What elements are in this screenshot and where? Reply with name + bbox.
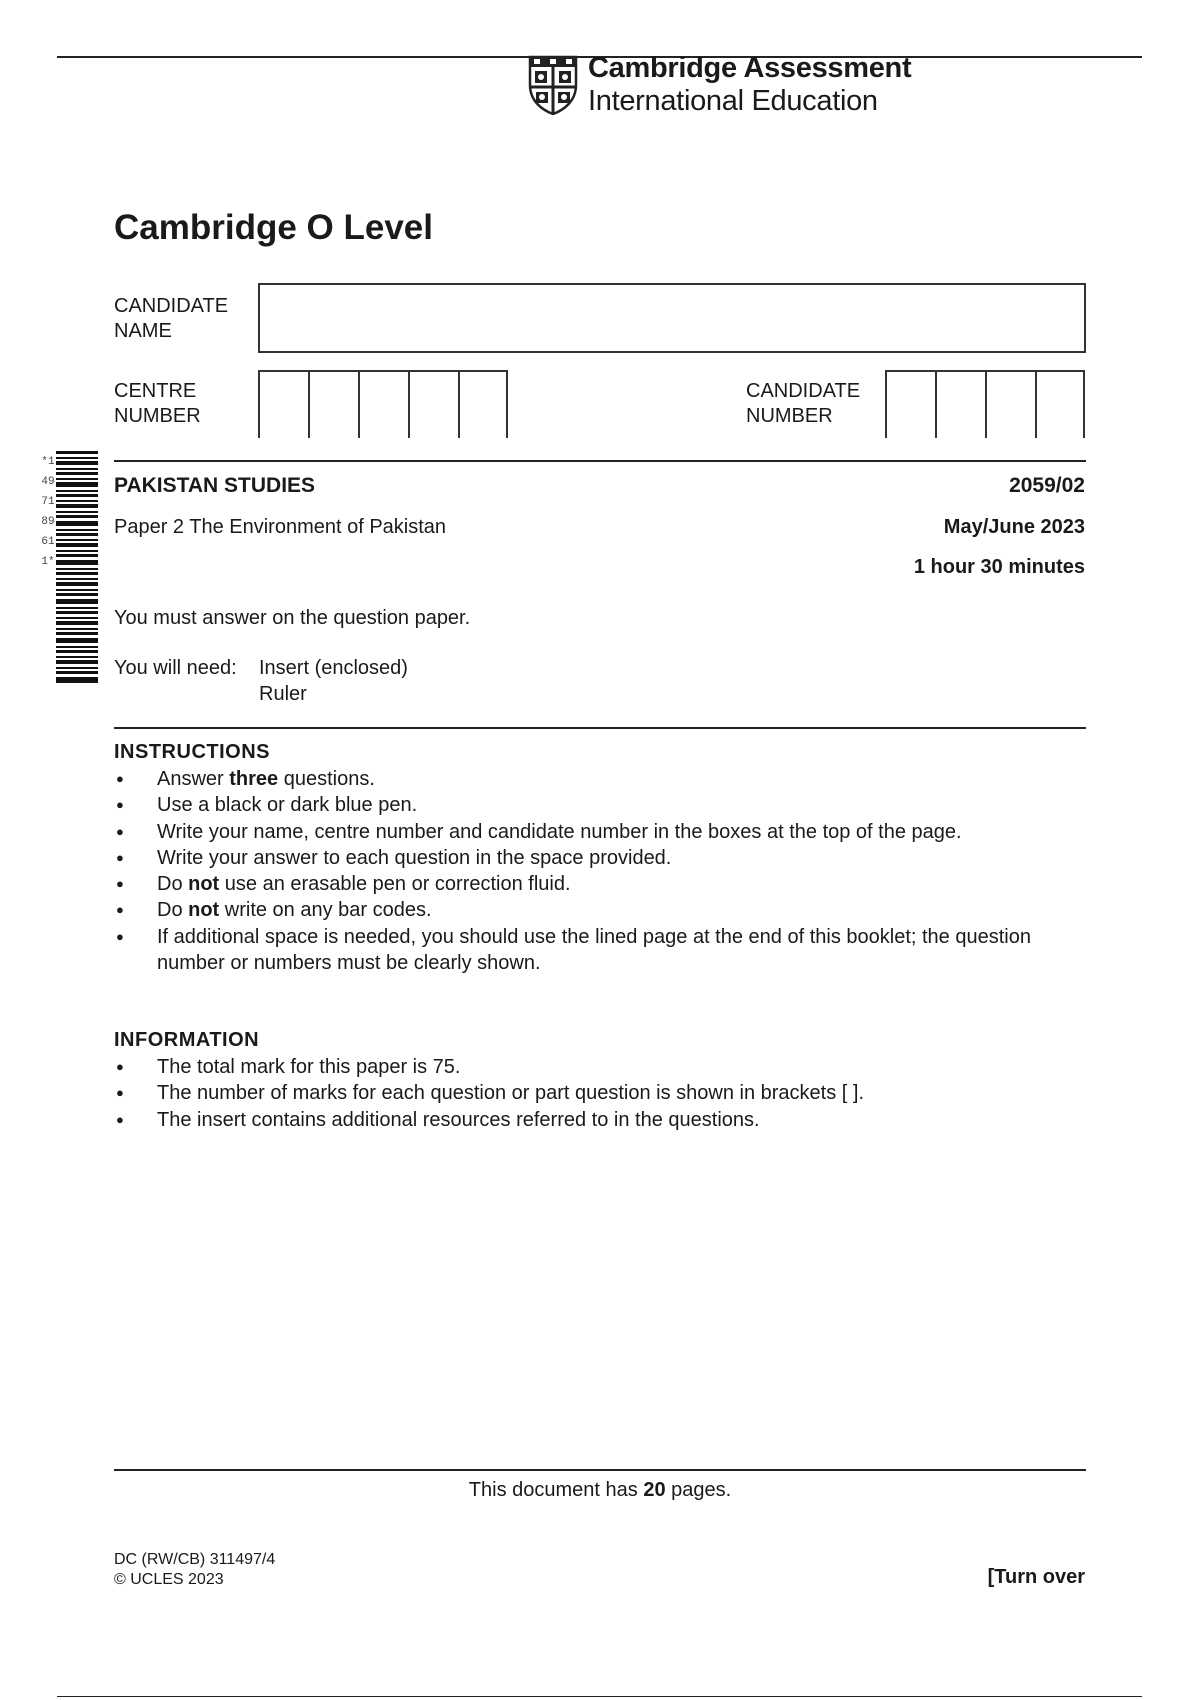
- information-heading: INFORMATION: [114, 1029, 260, 1051]
- exam-duration: 1 hour 30 minutes: [913, 556, 1085, 578]
- instruction-item: ● Do not use an erasable pen or correction fluid.: [114, 871, 1094, 897]
- candidate-number-digit-box[interactable]: [1035, 372, 1085, 438]
- information-item: ● The insert contains additional resources referred to in the questions.: [114, 1107, 1094, 1133]
- need-item-insert: Insert (enclosed): [259, 657, 408, 679]
- instruction-item: ● Write your name, centre number and candidate number in the boxes at the top of the page.: [114, 819, 1094, 845]
- paper-title: Paper 2 The Environment of Pakistan: [114, 516, 447, 538]
- org-name-line2: International Education: [588, 85, 878, 117]
- candidate-name-field[interactable]: [258, 283, 1086, 353]
- need-label: You will need:: [114, 657, 237, 679]
- need-item-ruler: Ruler: [259, 683, 307, 705]
- instructions-list: [114, 766, 1094, 976]
- candidate-number-digit-box[interactable]: [985, 372, 1035, 438]
- candidate-number-field[interactable]: [885, 370, 1085, 438]
- answer-note: You must answer on the question paper.: [114, 607, 471, 629]
- centre-number-digit-box[interactable]: [408, 372, 458, 438]
- exam-session: May/June 2023: [943, 516, 1085, 538]
- instruction-item: ● Use a black or dark blue pen.: [114, 792, 1094, 818]
- information-item: ● The number of marks for each question or part question is shown in brackets [ ].: [114, 1080, 1094, 1106]
- document-reference: DC (RW/CB) 311497/4: [114, 1551, 276, 1568]
- instruction-item: ● If additional space is needed, you should use the lined page at the end of this booklet; the question number or numbers must be clearly shown.: [114, 924, 1077, 977]
- candidate-number-digit-box[interactable]: [935, 372, 985, 438]
- centre-number-digit-box[interactable]: [308, 372, 358, 438]
- barcode-digits: *1497189611*: [41, 456, 55, 568]
- information-item: ● The total mark for this paper is 75.: [114, 1054, 1094, 1080]
- candidate-number-digit-box[interactable]: [885, 372, 935, 438]
- candidate-name-label: CANDIDATE NAME: [114, 295, 229, 342]
- centre-number-label: CENTRE NUMBER: [114, 380, 201, 427]
- rule-above-instructions: [114, 727, 1086, 729]
- cambridge-shield-icon: [528, 55, 578, 115]
- rule-above-subject: [114, 460, 1086, 462]
- instruction-item: ● Answer three questions.: [114, 766, 1094, 792]
- qualification-title: Cambridge O Level: [114, 208, 433, 247]
- instructions-heading: INSTRUCTIONS: [114, 741, 270, 763]
- instruction-item: ● Do not write on any bar codes.: [114, 897, 1094, 923]
- centre-number-digit-box[interactable]: [458, 372, 508, 438]
- centre-number-field[interactable]: [258, 370, 508, 438]
- page-count-note: This document has 20 pages.: [468, 1479, 732, 1501]
- copyright: © UCLES 2023: [114, 1571, 224, 1588]
- subject-name: PAKISTAN STUDIES: [114, 474, 316, 497]
- org-name-line1: Cambridge Assessment: [588, 52, 912, 84]
- paper-code: 2059/02: [1009, 474, 1085, 497]
- candidate-number-label: CANDIDATE NUMBER: [746, 380, 861, 427]
- turn-over-note: [Turn over: [987, 1566, 1085, 1588]
- rule-above-footer: [114, 1469, 1086, 1471]
- centre-number-digit-box[interactable]: [358, 372, 408, 438]
- instruction-item: ● Write your answer to each question in the space provided.: [114, 845, 1094, 871]
- bottom-rule: [57, 1696, 1142, 1697]
- barcode: [56, 451, 98, 683]
- centre-number-digit-box[interactable]: [258, 372, 308, 438]
- information-list: [114, 1054, 1094, 1133]
